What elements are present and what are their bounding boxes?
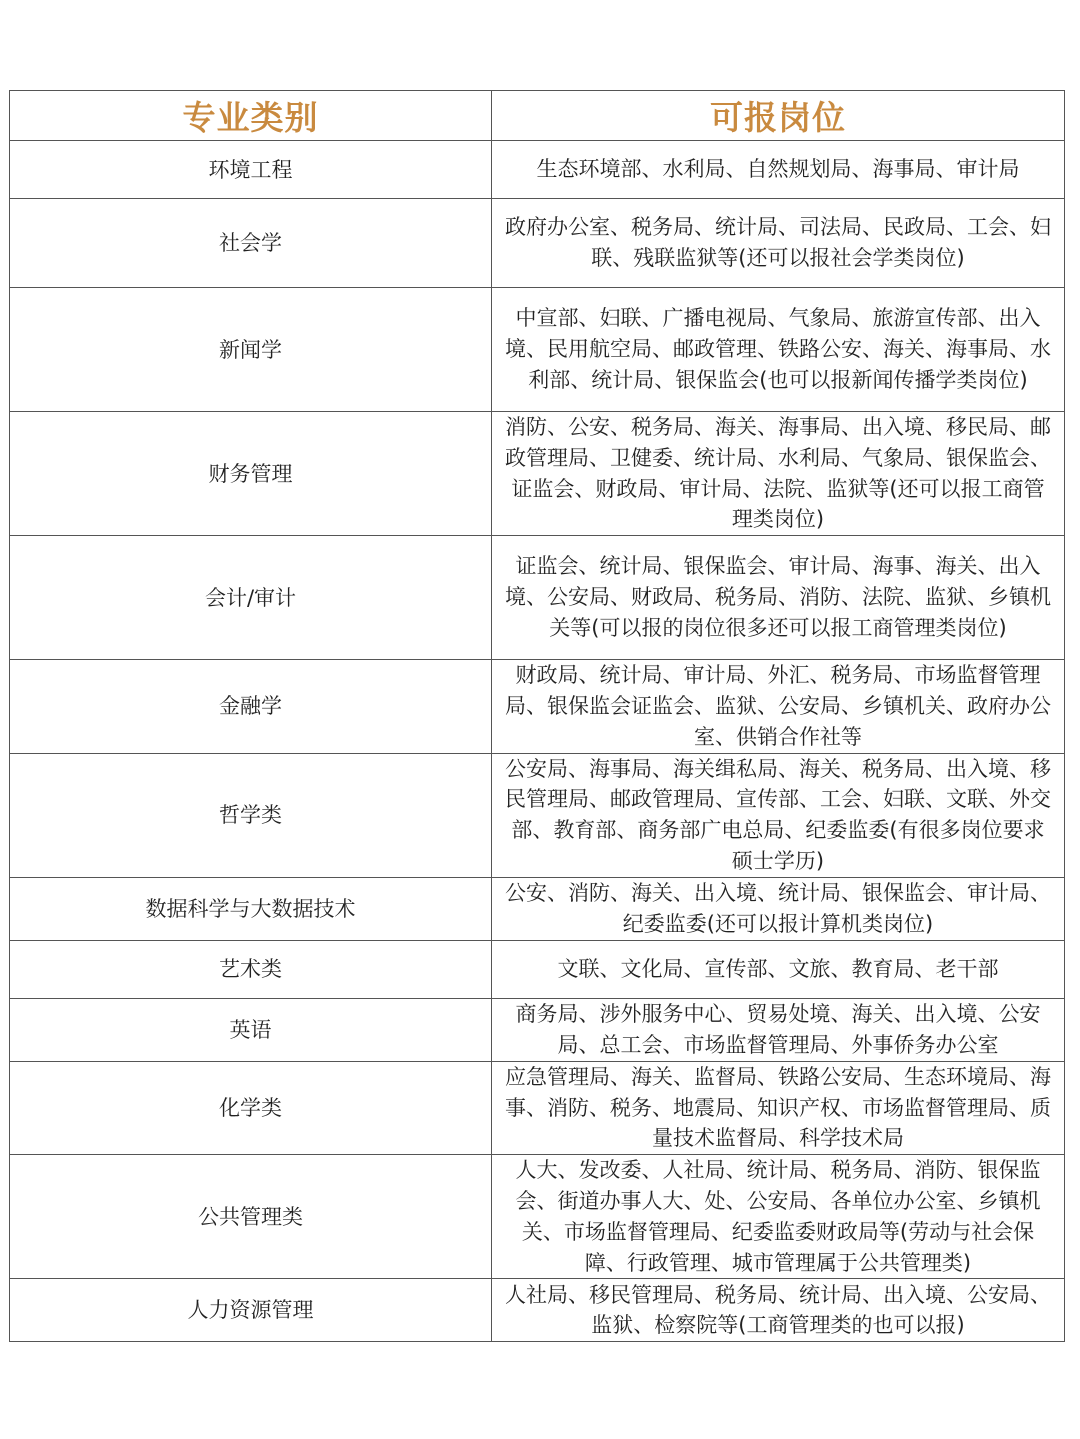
major-name: 社会学 [10, 199, 492, 288]
table-row [10, 877, 1065, 940]
table-header-row [10, 91, 1065, 141]
eligible-posts: 公安、消防、海关、出入境、统计局、银保监会、审计局、纪委监委(还可以报计算机类岗位) [492, 877, 1065, 940]
table-row [10, 753, 1065, 877]
major-name: 环境工程 [10, 141, 492, 199]
eligible-posts: 人社局、移民管理局、税务局、统计局、出入境、公安局、监狱、检察院等(工商管理类的也可以报) [492, 1279, 1065, 1342]
eligible-posts: 应急管理局、海关、监督局、铁路公安局、生态环境局、海事、消防、税务、地震局、知识产权、市场监督管理局、质量技术监督局、科学技术局 [492, 1061, 1065, 1154]
eligible-posts: 中宣部、妇联、广播电视局、气象局、旅游宣传部、出入境、民用航空局、邮政管理、铁路公安、海关、海事局、水利部、统计局、银保监会(也可以报新闻传播学类岗位) [492, 288, 1065, 412]
header-eligible-posts: 可报岗位 [492, 91, 1065, 141]
table-row [10, 998, 1065, 1061]
eligible-posts: 证监会、统计局、银保监会、审计局、海事、海关、出入境、公安局、财政局、税务局、消防、法院、监狱、乡镇机关等(可以报的岗位很多还可以报工商管理类岗位) [492, 536, 1065, 660]
major-name: 公共管理类 [10, 1155, 492, 1279]
header-major-category: 专业类别 [10, 91, 492, 141]
major-name: 艺术类 [10, 940, 492, 998]
major-name: 数据科学与大数据技术 [10, 877, 492, 940]
eligible-posts: 商务局、涉外服务中心、贸易处境、海关、出入境、公安局、总工会、市场监督管理局、外事侨务办公室 [492, 998, 1065, 1061]
major-name: 会计/审计 [10, 536, 492, 660]
major-name: 化学类 [10, 1061, 492, 1154]
eligible-posts: 文联、文化局、宣传部、文旅、教育局、老干部 [492, 940, 1065, 998]
table-row [10, 199, 1065, 288]
table-row [10, 536, 1065, 660]
table-row [10, 1155, 1065, 1279]
major-positions-table [9, 90, 1065, 1342]
table-row [10, 1279, 1065, 1342]
eligible-posts: 人大、发改委、人社局、统计局、税务局、消防、银保监会、街道办事人大、处、公安局、各单位办公室、乡镇机关、市场监督管理局、纪委监委财政局等(劳动与社会保障、行政管理、城市管理属于公共管理类) [492, 1155, 1065, 1279]
table-row [10, 412, 1065, 536]
eligible-posts: 财政局、统计局、审计局、外汇、税务局、市场监督管理局、银保监会证监会、监狱、公安局、乡镇机关、政府办公室、供销合作社等 [492, 660, 1065, 753]
eligible-posts: 消防、公安、税务局、海关、海事局、出入境、移民局、邮政管理局、卫健委、统计局、水利局、气象局、银保监会、证监会、财政局、审计局、法院、监狱等(还可以报工商管理类岗位) [492, 412, 1065, 536]
major-name: 哲学类 [10, 753, 492, 877]
table-row [10, 940, 1065, 998]
major-name: 金融学 [10, 660, 492, 753]
major-name: 新闻学 [10, 288, 492, 412]
eligible-posts: 生态环境部、水利局、自然规划局、海事局、审计局 [492, 141, 1065, 199]
major-name: 英语 [10, 998, 492, 1061]
table-row [10, 288, 1065, 412]
major-name: 财务管理 [10, 412, 492, 536]
table-row [10, 1061, 1065, 1154]
eligible-posts: 公安局、海事局、海关缉私局、海关、税务局、出入境、移民管理局、邮政管理局、宣传部、工会、妇联、文联、外交部、教育部、商务部广电总局、纪委监委(有很多岗位要求硕士学历) [492, 753, 1065, 877]
table-row [10, 141, 1065, 199]
major-name: 人力资源管理 [10, 1279, 492, 1342]
table-row [10, 660, 1065, 753]
eligible-posts: 政府办公室、税务局、统计局、司法局、民政局、工会、妇联、残联监狱等(还可以报社会学类岗位) [492, 199, 1065, 288]
